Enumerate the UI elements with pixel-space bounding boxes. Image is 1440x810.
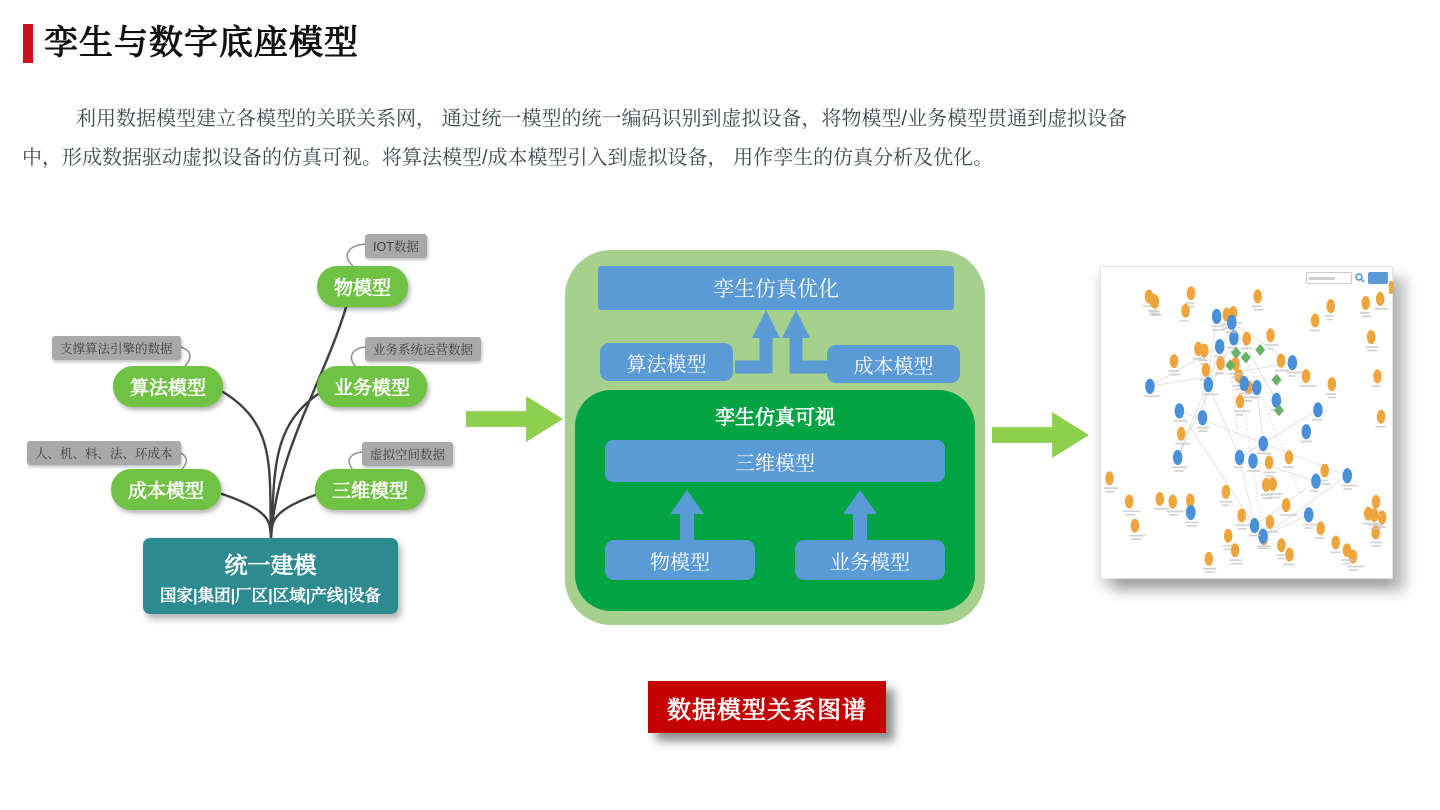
graph-node-label [1325, 315, 1334, 317]
graph-node-label [1305, 527, 1313, 529]
graph-node-orange [1222, 485, 1231, 499]
up-arrow-left-head [670, 490, 704, 514]
graph-node-label [1310, 490, 1319, 492]
graph-node-label [1173, 420, 1186, 422]
graph-node-label [1144, 395, 1160, 397]
graph-node-label [1222, 545, 1232, 547]
graph-node-orange [1370, 508, 1379, 522]
graph-node-label [1330, 551, 1341, 553]
elbow-left-head [752, 310, 780, 338]
title-accent-bar [23, 24, 33, 63]
pill-cost-model: 成本模型 [111, 469, 221, 510]
graph-node-label [1264, 344, 1278, 346]
graph-node-blue [1248, 453, 1258, 468]
graph-node-label [1321, 483, 1331, 485]
unified-modeling-box [143, 538, 398, 614]
graph-node-label [1328, 397, 1336, 399]
graph-node-label [1236, 414, 1244, 416]
graph-node-label [1224, 548, 1231, 550]
pill-biz-model: 业务模型 [317, 366, 427, 407]
graph-node-label [1343, 563, 1350, 565]
graph-node-label [1125, 514, 1135, 516]
search-icon[interactable] [1355, 272, 1365, 284]
graph-node-label [1375, 426, 1386, 428]
up-arrows [670, 490, 877, 540]
graph-node-label [1283, 466, 1294, 468]
connector-biz [351, 347, 365, 368]
graph-node-label [1170, 374, 1181, 376]
graph-node-label [1262, 497, 1272, 499]
graph-node-orange [1168, 495, 1177, 509]
graph-node-label [1374, 308, 1388, 310]
graph-node-label [1131, 538, 1142, 540]
graph-toolbar [1306, 272, 1388, 284]
graph-node-green [1231, 347, 1241, 359]
twin-pipeline-panel [565, 250, 985, 625]
graph-node-label [1103, 487, 1118, 489]
graph-node-orange [1277, 354, 1286, 368]
graph-node-label [1303, 524, 1317, 526]
graph-node-label [1151, 314, 1162, 316]
network-graph-svg [1101, 267, 1392, 578]
elbow-right-shaft [796, 336, 827, 367]
graph-node-orange [1237, 508, 1246, 522]
graph-node-orange [1266, 515, 1275, 529]
graph-node-label [1220, 501, 1233, 503]
graph-node-label [1174, 470, 1185, 472]
graph-node-orange [1361, 296, 1370, 310]
pill-three-d-model: 三维模型 [315, 469, 425, 510]
thing-model-box: 物模型 [605, 540, 755, 580]
graph-node-label [1231, 376, 1239, 378]
graph-node-label [1343, 488, 1352, 490]
graph-node-blue [1288, 355, 1298, 370]
graph-node-orange [1376, 292, 1385, 306]
graph-node-orange [1331, 535, 1340, 549]
graph-node-orange [1372, 495, 1381, 509]
graph-node-label [1205, 571, 1215, 573]
graph-node-blue [1304, 507, 1314, 522]
graph-node-label [1245, 400, 1253, 402]
graph-node-blue [1204, 377, 1214, 392]
graph-node-label [1197, 427, 1210, 429]
elbow-arrow-heads [752, 310, 810, 338]
graph-node-label [1231, 563, 1243, 565]
graph-node-label [1238, 528, 1247, 530]
graph-node-label [1214, 356, 1226, 358]
graph-node-label [1185, 302, 1194, 304]
graph-node-label [1202, 394, 1218, 396]
graph-node-label [1234, 410, 1251, 412]
graph-node-label [1229, 559, 1241, 561]
graph-node-label [1252, 305, 1262, 307]
curve-cost [222, 494, 271, 537]
graph-node-orange [1105, 471, 1114, 485]
unified-modeling-levels: 国家|集团|厂区|区域|产线|设备 [159, 587, 382, 605]
graph-node-label [1365, 346, 1378, 348]
graph-node-label [1175, 443, 1190, 445]
graph-node-label [1372, 545, 1382, 547]
graph-node-label [1154, 508, 1170, 510]
graph-node-label [1167, 511, 1184, 513]
graph-node-label [1234, 466, 1243, 468]
tag-algo-data: 支撑算法引擎的数据 [52, 336, 181, 360]
graph-node-orange [1170, 354, 1179, 368]
graph-node-green [1255, 344, 1265, 356]
graph-node-orange [1177, 427, 1186, 441]
graph-node-label [1168, 370, 1180, 372]
graph-node-label [1347, 566, 1364, 568]
graph-node-label [1129, 535, 1145, 537]
graph-node-label [1179, 320, 1188, 322]
graph-node-blue [1227, 315, 1237, 330]
graph-node-orange [1285, 548, 1294, 562]
graph-node-label [1226, 331, 1237, 333]
clipped-node [1389, 281, 1393, 294]
graph-node-orange [1311, 314, 1320, 328]
graph-search-placeholder [1309, 277, 1335, 280]
graph-node-label [1169, 514, 1179, 516]
graph-node-blue [1313, 402, 1323, 417]
page-title: 孪生与数字底座模型 [44, 24, 359, 62]
graph-node-orange [1205, 552, 1214, 566]
cost-model-box: 成本模型 [827, 345, 960, 383]
graph-node-label [1229, 373, 1244, 375]
graph-node-label [1257, 545, 1271, 547]
graph-node-blue [1311, 474, 1321, 489]
graph-node-orange [1151, 295, 1160, 309]
graph-node-label [1257, 453, 1271, 455]
graph-edge-dashed [1220, 347, 1261, 350]
graph-node-label [1192, 358, 1205, 360]
graph-node-orange [1373, 369, 1382, 383]
caption-badge: 数据模型关系图谱 [648, 681, 886, 733]
graph-node-orange [1155, 492, 1164, 506]
graph-node-label [1215, 372, 1224, 374]
graph-node-label [1187, 525, 1197, 527]
graph-node-orange [1131, 519, 1140, 533]
graph-node-label [1371, 385, 1380, 387]
graph-node-orange [1265, 455, 1274, 469]
graph-node-blue [1198, 410, 1208, 425]
graph-node-label [1199, 430, 1208, 432]
biz-model-box: 业务模型 [795, 540, 945, 580]
graph-node-orange [1343, 543, 1352, 557]
graph-node-blue [1258, 436, 1268, 451]
graph-node-blue [1186, 505, 1196, 520]
graph-node-blue [1235, 450, 1245, 465]
graph-node-orange [1266, 328, 1275, 342]
intro-line-1: 利用数据模型建立各模型的关联关系网， 通过统一模型的统一编码识别到虚拟设备，将物模型/业务模型贯通到虚拟设备 [76, 108, 1128, 130]
graph-node-label [1349, 569, 1358, 571]
flow-arrow-left-icon [466, 396, 563, 442]
graph-node-label [1266, 348, 1272, 350]
flow-arrow-right-icon [992, 412, 1089, 458]
graph-node-orange [1236, 394, 1245, 408]
tag-cost-data: 人、机、料、法、环成本 [27, 441, 181, 465]
graph-node-blue [1212, 309, 1222, 324]
graph-node-label [1185, 521, 1200, 523]
graph-edge [1253, 461, 1316, 481]
graph-node-orange [1262, 478, 1271, 492]
graph-node-label [1362, 316, 1372, 318]
curve-three-d [271, 494, 318, 537]
graph-node-label [1222, 504, 1229, 506]
graph-node-orange [1316, 521, 1325, 535]
graph-node-orange [1302, 369, 1311, 383]
graph-node-orange [1231, 543, 1240, 557]
graph-search-input[interactable] [1306, 272, 1352, 284]
tag-iot-data: IOT数据 [365, 234, 427, 258]
graph-node-orange [1277, 538, 1286, 552]
graph-node-label [1254, 309, 1264, 311]
graph-node-label [1370, 542, 1383, 544]
graph-node-blue [1250, 518, 1260, 533]
graph-node-label [1360, 312, 1370, 314]
tag-space-data: 虚拟空间数据 [362, 442, 453, 466]
twin-visual-title: 孪生仿真可视 [715, 407, 835, 429]
network-graph-panel [1100, 266, 1393, 579]
graph-node-blue [1173, 450, 1183, 465]
graph-node-label [1315, 537, 1325, 539]
graph-node-label [1341, 485, 1357, 487]
twin-optimize-bar: 孪生仿真优化 [598, 266, 954, 310]
graph-node-label [1247, 470, 1261, 472]
graph-node-orange [1200, 344, 1209, 358]
mindmap-panel [25, 230, 480, 625]
graph-node-label [1211, 325, 1222, 327]
graph-node-label [1275, 370, 1289, 372]
graph-edge [1257, 388, 1263, 444]
pill-thing-model: 物模型 [317, 266, 408, 307]
algo-model-box: 算法模型 [600, 343, 733, 381]
graph-node-label [1286, 372, 1301, 374]
graph-node-label [1300, 441, 1312, 443]
graph-node-label [1288, 375, 1295, 377]
graph-node-label [1172, 467, 1187, 469]
twin-visual-panel [575, 390, 975, 611]
graph-node-label [1236, 524, 1252, 526]
graph-node-orange [1202, 363, 1211, 377]
tag-biz-data: 业务系统运营数据 [365, 337, 481, 361]
graph-node-orange [1125, 494, 1134, 508]
graph-node-label [1105, 491, 1114, 493]
graph-node-orange [1320, 464, 1329, 478]
graph-node-orange [1285, 450, 1294, 464]
graph-action-button[interactable] [1368, 272, 1388, 284]
graph-node-label [1238, 393, 1254, 395]
graph-node-label [1241, 348, 1252, 350]
graph-node-label [1370, 528, 1381, 530]
graph-node-orange [1326, 299, 1335, 313]
graph-node-blue [1215, 339, 1225, 354]
connector-iot [347, 244, 365, 268]
graph-node-label [1123, 510, 1139, 512]
graph-node-label [1327, 319, 1333, 321]
up-arrow-right-shaft [853, 514, 867, 540]
graph-node-label [1280, 514, 1297, 516]
graph-node-label [1312, 419, 1322, 421]
elbow-left-shaft [735, 336, 766, 367]
graph-node-label [1260, 494, 1272, 496]
graph-node-orange [1377, 410, 1386, 424]
graph-node-label [1203, 568, 1217, 570]
up-arrow-left-shaft [680, 514, 694, 540]
graph-node-label [1263, 471, 1276, 473]
graph-node-orange [1242, 332, 1251, 346]
graph-node-blue [1175, 403, 1185, 418]
three-d-model-bar: 三维模型 [605, 440, 945, 482]
graph-node-label [1341, 559, 1356, 561]
graph-node-orange [1328, 377, 1337, 391]
graph-node-label [1367, 350, 1378, 352]
graph-node-label [1277, 558, 1284, 560]
graph-node-label [1326, 393, 1336, 395]
graph-node-label [1309, 330, 1319, 332]
pill-algo-model: 算法模型 [113, 366, 223, 407]
graph-node-orange [1216, 356, 1225, 370]
graph-node-label [1249, 535, 1261, 537]
graph-node-orange [1187, 286, 1196, 300]
graph-node-label [1187, 306, 1195, 308]
graph-node-blue [1301, 424, 1311, 439]
graph-edge [1208, 385, 1239, 458]
graph-node-label [1265, 475, 1274, 477]
graph-node-blue [1239, 376, 1249, 391]
graph-node-label [1283, 564, 1294, 566]
intro-line-2: 中，形成数据驱动虚拟设备的仿真可视。将算法模型/成本模型引入到虚拟设备， 用作孪生的仿真分析及优化。 [22, 147, 994, 169]
graph-node-label [1258, 547, 1270, 549]
graph-node-label [1198, 360, 1207, 362]
graph-node-green [1272, 374, 1282, 386]
graph-node-blue [1145, 379, 1155, 394]
graph-node-orange [1224, 529, 1233, 543]
graph-node-orange [1282, 498, 1291, 512]
graph-node-label [1368, 524, 1383, 526]
graph-node-label [1149, 311, 1160, 313]
graph-node-blue [1342, 468, 1352, 483]
up-arrow-right-head [843, 490, 877, 514]
graph-node-label [1251, 397, 1260, 399]
graph-node-label [1300, 385, 1317, 387]
elbow-right-head [782, 310, 810, 338]
graph-node-orange [1253, 289, 1262, 303]
elbow-arrow-shafts [735, 336, 827, 367]
graph-node-orange [1367, 330, 1376, 344]
graph-node-label [1213, 329, 1225, 331]
unified-modeling-title: 统一建模 [224, 552, 317, 578]
